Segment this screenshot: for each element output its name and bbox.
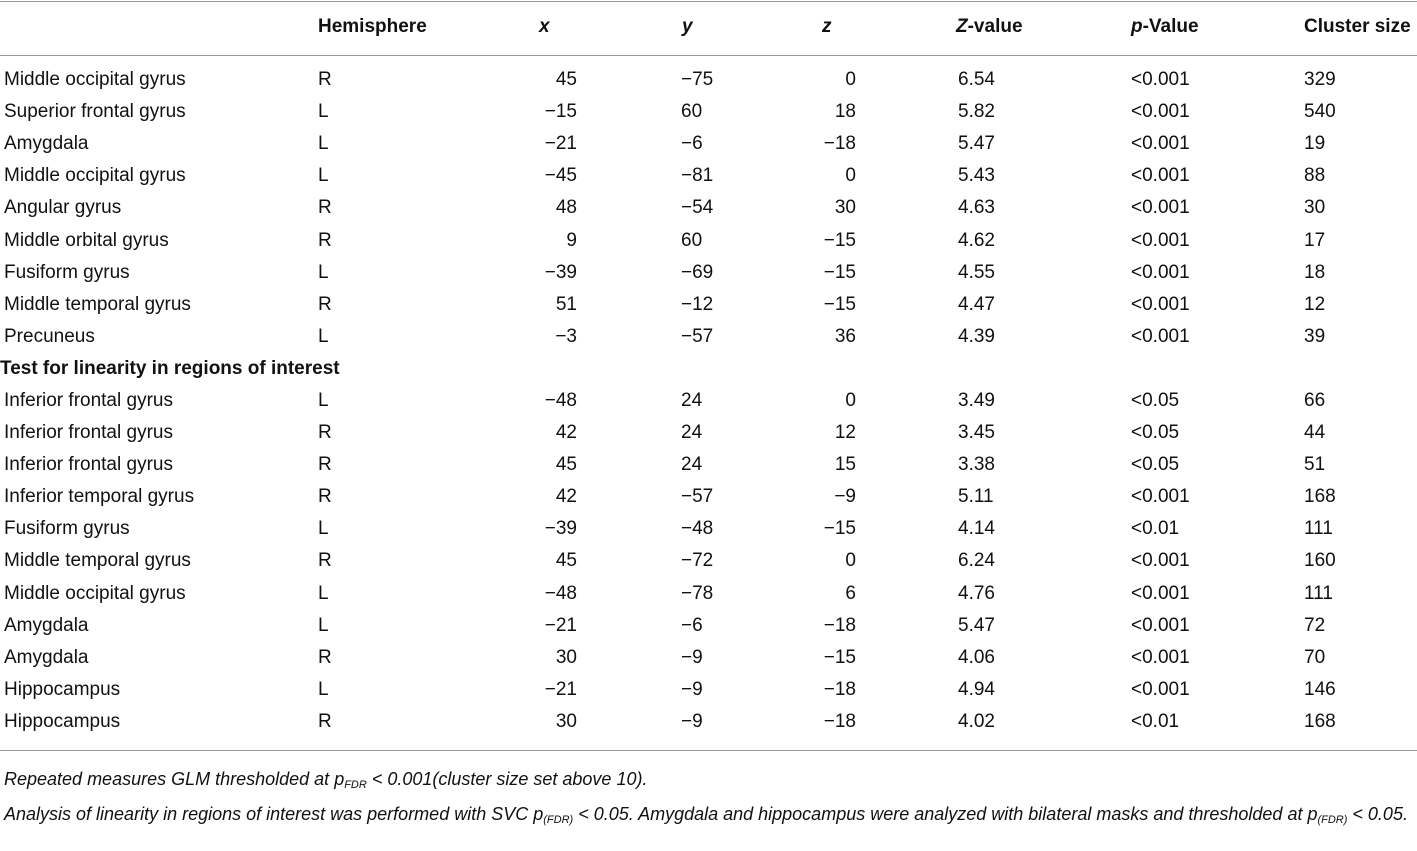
p-value-cell: <0.01 (1131, 710, 1180, 732)
y-cell: −72 (681, 550, 714, 572)
header-z-value-text: -value (967, 16, 1023, 37)
table-notes (4, 763, 1414, 833)
region-cell: Middle occipital gyrus (4, 582, 186, 604)
y-cell: −6 (681, 133, 703, 155)
header-p-value-symbol: p (1131, 16, 1143, 37)
cluster-size-cell: 540 (1304, 101, 1336, 123)
table-row (0, 610, 1417, 642)
p-value-cell: <0.001 (1131, 646, 1190, 668)
x-cell: −15 (544, 101, 577, 123)
y-cell: −9 (681, 678, 703, 700)
y-cell: −57 (681, 325, 714, 347)
cluster-size-cell: 44 (1304, 422, 1326, 444)
header-x (538, 10, 681, 44)
p-value-cell: <0.001 (1131, 197, 1190, 219)
note-line-2 (4, 798, 1414, 833)
x-cell: −39 (544, 518, 577, 540)
header-hemisphere: Hemisphere (318, 16, 427, 37)
p-value-cell: <0.001 (1131, 678, 1190, 700)
region-cell: Middle temporal gyrus (4, 550, 191, 572)
z-value-cell: 3.45 (958, 422, 995, 444)
y-cell: −9 (681, 710, 703, 732)
p-value-cell: <0.001 (1131, 325, 1190, 347)
region-cell: Angular gyrus (4, 197, 122, 219)
region-cell: Precuneus (4, 325, 95, 347)
header-p-value (1131, 10, 1304, 44)
hemisphere-cell: R (318, 293, 332, 315)
hemisphere-cell: L (318, 101, 329, 123)
hemisphere-cell: R (318, 486, 332, 508)
y-cell: −6 (681, 614, 703, 636)
z-value-cell: 3.49 (958, 389, 995, 411)
hemisphere-cell: L (318, 261, 329, 283)
table-row (0, 160, 1417, 192)
z-cell: −18 (823, 710, 856, 732)
z-cell: 36 (834, 325, 856, 347)
x-cell: −21 (544, 133, 577, 155)
z-cell: −15 (823, 646, 856, 668)
z-cell: 0 (845, 550, 856, 572)
hemisphere-cell: L (318, 678, 329, 700)
z-cell: 6 (845, 582, 856, 604)
table-row (0, 224, 1417, 256)
cluster-size-cell: 329 (1304, 69, 1336, 91)
region-cell: Fusiform gyrus (4, 261, 130, 283)
y-cell: 60 (681, 229, 703, 251)
table-row (0, 128, 1417, 160)
note-1-subscript: FDR (344, 779, 367, 791)
hemisphere-cell: R (318, 550, 332, 572)
p-value-cell: <0.001 (1131, 165, 1190, 187)
z-value-cell: 4.55 (958, 261, 995, 283)
x-cell: 30 (555, 710, 577, 732)
z-cell: 12 (834, 422, 856, 444)
table-row (0, 417, 1417, 449)
table-row (0, 257, 1417, 289)
cluster-size-cell: 17 (1304, 229, 1326, 251)
z-value-cell: 4.76 (958, 582, 995, 604)
region-cell: Middle occipital gyrus (4, 165, 186, 187)
cluster-size-cell: 51 (1304, 454, 1326, 476)
cluster-size-cell: 168 (1304, 486, 1336, 508)
cluster-size-cell: 160 (1304, 550, 1336, 572)
z-value-cell: 4.02 (958, 710, 995, 732)
x-cell: 42 (555, 422, 577, 444)
z-value-cell: 4.06 (958, 646, 995, 668)
hemisphere-cell: R (318, 422, 332, 444)
z-value-cell: 5.47 (958, 614, 995, 636)
note-2-text-end: < 0.05. (1347, 804, 1408, 824)
region-cell: Superior frontal gyrus (4, 101, 186, 123)
cluster-size-cell: 19 (1304, 133, 1326, 155)
x-cell: 45 (555, 550, 577, 572)
y-cell: 24 (681, 454, 703, 476)
z-cell: 30 (834, 197, 856, 219)
region-cell: Middle occipital gyrus (4, 69, 186, 91)
p-value-cell: <0.001 (1131, 261, 1190, 283)
p-value-cell: <0.001 (1131, 582, 1190, 604)
z-value-cell: 4.47 (958, 293, 995, 315)
y-cell: −81 (681, 165, 714, 187)
y-cell: 60 (681, 101, 703, 123)
header-y (681, 10, 821, 44)
table-row (0, 449, 1417, 481)
z-cell: −15 (823, 261, 856, 283)
region-cell: Amygdala (4, 614, 89, 636)
header-p-value-text: -Value (1142, 16, 1199, 37)
section-row (0, 353, 1417, 385)
note-2-text-mid: < 0.05. Amygdala and hippocampus were analyzed with bilateral masks and thresholded at p (573, 804, 1318, 824)
z-cell: 15 (834, 454, 856, 476)
cluster-size-cell: 72 (1304, 614, 1326, 636)
p-value-cell: <0.05 (1131, 389, 1180, 411)
table-row (0, 289, 1417, 321)
header-y-label: y (682, 16, 693, 37)
cluster-size-cell: 111 (1304, 518, 1333, 540)
y-cell: −54 (681, 197, 714, 219)
region-cell: Inferior frontal gyrus (4, 422, 173, 444)
hemisphere-cell: R (318, 69, 332, 91)
z-value-cell: 3.38 (958, 454, 995, 476)
hemisphere-cell: L (318, 614, 329, 636)
z-cell: −18 (823, 678, 856, 700)
table-row (0, 545, 1417, 577)
header-z-value-symbol: Z (956, 16, 968, 37)
hemisphere-cell: R (318, 197, 332, 219)
y-cell: −12 (681, 293, 714, 315)
table-row (0, 192, 1417, 224)
z-cell: −9 (834, 486, 856, 508)
table-row (0, 706, 1417, 738)
table-row (0, 321, 1417, 353)
z-cell: 0 (845, 69, 856, 91)
region-cell: Inferior temporal gyrus (4, 486, 195, 508)
x-cell: 51 (555, 293, 577, 315)
cluster-size-cell: 30 (1304, 197, 1326, 219)
table-row (0, 481, 1417, 513)
note-1-text-end: < 0.001(cluster size set above 10). (366, 769, 648, 789)
z-value-cell: 4.94 (958, 678, 995, 700)
p-value-cell: <0.001 (1131, 293, 1190, 315)
cluster-size-cell: 146 (1304, 678, 1336, 700)
hemisphere-cell: L (318, 165, 329, 187)
z-value-cell: 5.82 (958, 101, 995, 123)
cluster-size-cell: 66 (1304, 389, 1326, 411)
cluster-size-cell: 18 (1304, 261, 1326, 283)
z-value-cell: 4.14 (958, 518, 995, 540)
z-value-cell: 6.54 (958, 69, 995, 91)
table-row (0, 96, 1417, 128)
p-value-cell: <0.001 (1131, 614, 1190, 636)
x-cell: −45 (544, 165, 577, 187)
y-cell: −9 (681, 646, 703, 668)
x-cell: −39 (544, 261, 577, 283)
p-value-cell: <0.001 (1131, 69, 1190, 91)
x-cell: −48 (544, 389, 577, 411)
table-body (0, 64, 1417, 738)
note-2-subscript-2: (FDR) (1317, 814, 1348, 826)
cluster-size-cell: 12 (1304, 293, 1326, 315)
region-cell: Hippocampus (4, 678, 121, 700)
z-cell: −15 (823, 229, 856, 251)
z-cell: −18 (823, 133, 856, 155)
cluster-size-cell: 111 (1304, 582, 1333, 604)
z-cell: −15 (823, 518, 856, 540)
hemisphere-cell: R (318, 710, 332, 732)
section-title: Test for linearity in regions of interest (0, 357, 340, 379)
note-2-text: Analysis of linearity in regions of interest was performed with SVC p (4, 804, 544, 824)
cluster-size-cell: 168 (1304, 710, 1336, 732)
p-value-cell: <0.05 (1131, 454, 1180, 476)
table-row (0, 385, 1417, 417)
region-cell: Amygdala (4, 133, 89, 155)
bottom-rule (0, 750, 1417, 751)
p-value-cell: <0.001 (1131, 550, 1190, 572)
header-x-label: x (539, 16, 550, 37)
x-cell: 45 (555, 69, 577, 91)
hemisphere-cell: L (318, 133, 329, 155)
region-cell: Middle temporal gyrus (4, 293, 191, 315)
region-cell: Amygdala (4, 646, 89, 668)
header-row (0, 10, 1417, 44)
z-value-cell: 4.39 (958, 325, 995, 347)
z-value-cell: 5.11 (958, 486, 994, 508)
header-z-value (956, 10, 1131, 44)
y-cell: −75 (681, 69, 714, 91)
header-cluster-size: Cluster size (1304, 16, 1411, 37)
region-cell: Hippocampus (4, 710, 121, 732)
hemisphere-cell: L (318, 582, 329, 604)
table-row (0, 578, 1417, 610)
region-cell: Inferior frontal gyrus (4, 389, 173, 411)
x-cell: 30 (555, 646, 577, 668)
z-cell: 0 (845, 165, 856, 187)
z-value-cell: 5.43 (958, 165, 995, 187)
hemisphere-cell: L (318, 518, 329, 540)
z-cell: −18 (823, 614, 856, 636)
hemisphere-cell: L (318, 389, 329, 411)
results-table (0, 10, 1417, 738)
p-value-cell: <0.001 (1131, 133, 1190, 155)
p-value-cell: <0.001 (1131, 229, 1190, 251)
p-value-cell: <0.001 (1131, 101, 1190, 123)
y-cell: −69 (681, 261, 714, 283)
z-cell: 18 (834, 101, 856, 123)
hemisphere-cell: R (318, 646, 332, 668)
hemisphere-cell: L (318, 325, 329, 347)
top-rule (0, 1, 1417, 2)
p-value-cell: <0.01 (1131, 518, 1180, 540)
z-cell: 0 (845, 389, 856, 411)
table-row (0, 64, 1417, 96)
hemisphere-cell: R (318, 229, 332, 251)
p-value-cell: <0.05 (1131, 422, 1180, 444)
p-value-cell: <0.001 (1131, 486, 1190, 508)
note-2-subscript: (FDR) (543, 814, 574, 826)
x-cell: −48 (544, 582, 577, 604)
x-cell: −21 (544, 614, 577, 636)
header-region (0, 10, 318, 44)
note-1-text: Repeated measures GLM thresholded at p (4, 769, 345, 789)
z-value-cell: 6.24 (958, 550, 995, 572)
z-value-cell: 4.62 (958, 229, 995, 251)
y-cell: −57 (681, 486, 714, 508)
z-value-cell: 4.63 (958, 197, 995, 219)
region-cell: Middle orbital gyrus (4, 229, 169, 251)
cluster-size-cell: 70 (1304, 646, 1326, 668)
x-cell: 42 (555, 486, 577, 508)
x-cell: 45 (555, 454, 577, 476)
note-line-1 (4, 763, 1414, 798)
table-row (0, 513, 1417, 545)
y-cell: 24 (681, 389, 703, 411)
hemisphere-cell: R (318, 454, 332, 476)
x-cell: −21 (544, 678, 577, 700)
cluster-size-cell: 39 (1304, 325, 1326, 347)
cluster-size-cell: 88 (1304, 165, 1326, 187)
y-cell: −48 (681, 518, 714, 540)
z-value-cell: 5.47 (958, 133, 995, 155)
x-cell: 9 (566, 229, 577, 251)
y-cell: 24 (681, 422, 703, 444)
table-row (0, 642, 1417, 674)
x-cell: 48 (555, 197, 577, 219)
header-z (821, 10, 956, 44)
y-cell: −78 (681, 582, 714, 604)
region-cell: Inferior frontal gyrus (4, 454, 173, 476)
x-cell: −3 (555, 325, 577, 347)
region-cell: Fusiform gyrus (4, 518, 130, 540)
z-cell: −15 (823, 293, 856, 315)
header-z-label: z (822, 16, 832, 37)
table-row (0, 674, 1417, 706)
